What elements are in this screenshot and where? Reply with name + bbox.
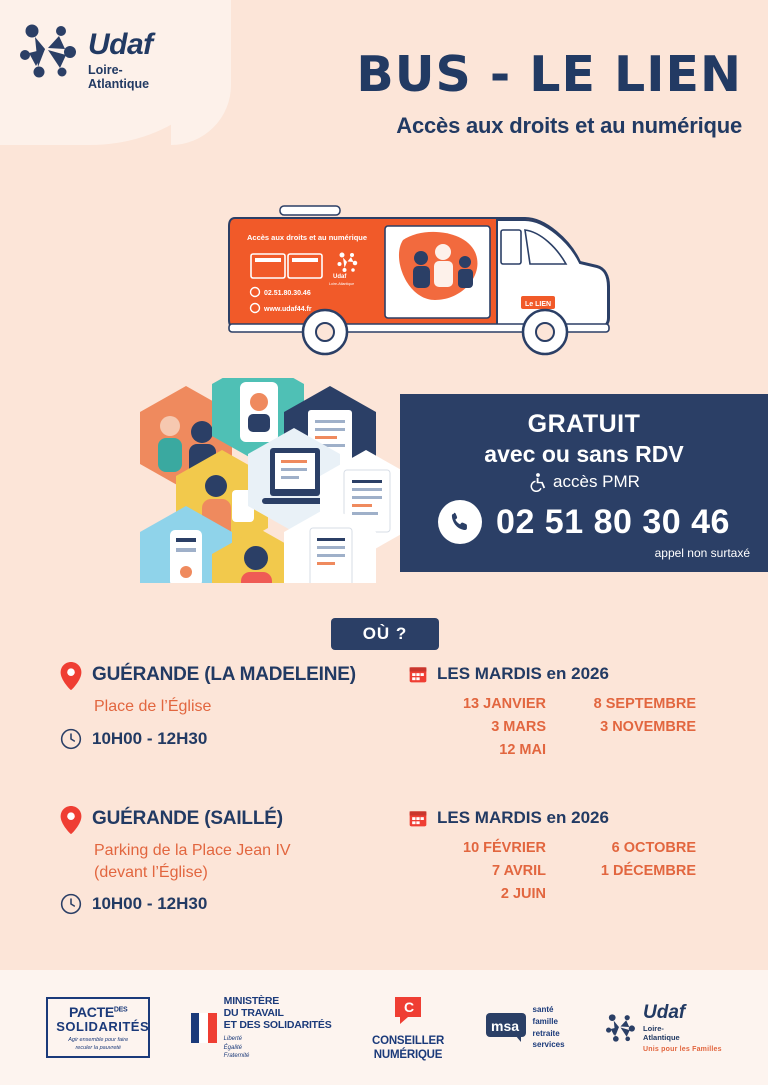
date-item: 3 NOVEMBRE (600, 719, 696, 735)
msa-logo-icon (485, 1011, 527, 1045)
location-hours: 10H00 - 12H30 (92, 894, 208, 914)
conseiller-numerique-logo-icon (391, 993, 425, 1027)
date-item: 2 JUIN (500, 886, 546, 902)
udaf-wordmark: Udaf (88, 28, 153, 61)
location-schedule (408, 806, 720, 915)
partner-conseiller-numerique (372, 993, 444, 1061)
udaf-footer-mark-icon (605, 1013, 637, 1043)
pacte-tagline-1: Agir ensemble pour faire (68, 1037, 129, 1044)
svg-text:msa: msa (490, 1017, 519, 1034)
date-item: 1 DÉCEMBRE (600, 863, 696, 879)
pmr-access (400, 472, 768, 492)
address-line: Parking de la Place Jean IV (94, 842, 291, 859)
partner-msa (485, 1004, 565, 1050)
msa-line1: santé (532, 1005, 554, 1015)
where-badge: OÙ ? (331, 618, 439, 650)
partner-ministere-travail (191, 995, 332, 1059)
pacte-line1 (56, 1004, 140, 1020)
udaf-sub-line1: Loire- (88, 63, 123, 77)
location-name-row (60, 806, 408, 834)
page-subtitle: Accès aux droits et au numérique (396, 113, 742, 138)
location-address (94, 696, 408, 718)
svg-text:Accès aux droits et au numériq: Accès aux droits et au numérique (247, 233, 368, 242)
udaf-footer-wordmark: Udaf (643, 1001, 686, 1023)
udaf-logo (18, 22, 153, 92)
days-label: LES MARDIS en 2026 (437, 664, 609, 683)
location-hours-row (60, 728, 408, 750)
location-hours: 10H00 - 12H30 (92, 728, 208, 748)
collage-icon (140, 378, 440, 583)
location-name-row (60, 662, 408, 690)
pacte-line2: SOLIDARITÉS (56, 1019, 150, 1035)
pacte-tagline (56, 1037, 140, 1051)
udaf-sub-line2: Atlantique (88, 77, 150, 92)
info-panel (400, 394, 768, 572)
msa-services-list (533, 1004, 565, 1050)
udaf-mark-icon (18, 22, 80, 80)
rdv-label: avec ou sans RDV (484, 441, 684, 467)
title-block (222, 46, 742, 139)
date-item: 6 OCTOBRE (611, 840, 696, 856)
ministere-line1: MINISTÈRE (223, 995, 280, 1008)
udaf-footer-subtitle (643, 1024, 722, 1042)
pacte-tagline-2: reculer la pauvreté (75, 1044, 121, 1051)
motto-liberte: Liberté (223, 1036, 243, 1043)
svg-text:www.udaf44.fr: www.udaf44.fr (264, 306, 312, 313)
map-pin-icon (60, 662, 82, 690)
svg-text:Loire-Atlantique: Loire-Atlantique (329, 282, 355, 286)
clock-icon (60, 893, 82, 915)
location-block (60, 806, 720, 915)
phone-number[interactable]: 02 51 80 30 46 (496, 502, 730, 541)
map-pin-icon (60, 806, 82, 834)
pmr-label: accès PMR (553, 472, 640, 491)
partners-footer (0, 970, 768, 1085)
pacte-sup: DES (113, 1006, 128, 1014)
call-cost-note: appel non surtaxé (654, 546, 750, 560)
bus-illustration (225, 200, 625, 375)
dates-column-left (438, 696, 546, 758)
svg-text:Le LIEN: Le LIEN (525, 301, 552, 308)
location-address (94, 840, 408, 883)
republic-motto (224, 1035, 332, 1059)
ministere-line3: ET DES SOLIDARITÉS (223, 1019, 332, 1032)
clock-icon (60, 728, 82, 750)
pacte-word: PACTE (69, 1004, 114, 1021)
location-details (60, 662, 408, 758)
ministere-name (224, 995, 332, 1031)
udaf-logo-subtitle (88, 63, 153, 92)
partner-pacte-solidarites (46, 997, 150, 1057)
date-item: 10 FÉVRIER (463, 840, 546, 856)
dates-grid (438, 840, 720, 902)
bus-graphic-icon (225, 200, 625, 375)
phone-row (400, 500, 768, 544)
location-name: GUÉRANDE (LA MADELEINE) (92, 664, 356, 685)
hexagon-collage-illustration (140, 378, 440, 583)
location-details (60, 806, 408, 915)
page-header (0, 0, 768, 190)
motto-fraternite: Fraternité (223, 1052, 250, 1059)
days-header (408, 664, 720, 684)
svg-text:02.51.80.30.46: 02.51.80.30.46 (264, 290, 311, 297)
msa-line3: retraite (532, 1028, 560, 1038)
svg-text:Udaf: Udaf (333, 274, 347, 280)
dates-column-right (588, 696, 696, 758)
dates-column-right (588, 840, 696, 902)
phone-icon (438, 500, 482, 544)
date-item: 7 AVRIL (492, 863, 546, 879)
page-title: BUS - LE LIEN (356, 46, 742, 103)
address-line: (devant l’Église) (94, 863, 208, 881)
date-item: 3 MARS (491, 719, 546, 735)
calendar-icon (408, 664, 428, 684)
date-item: 13 JANVIER (462, 696, 546, 712)
french-flag-icon (191, 1013, 217, 1043)
calendar-icon (408, 808, 428, 828)
days-header (408, 808, 720, 828)
udaf-footer-sub1: Loire- (643, 1023, 664, 1033)
conseiller-numerique-label (372, 1035, 444, 1061)
wheelchair-icon (528, 472, 548, 492)
date-item: 12 MAI (499, 742, 546, 758)
motto-egalite: Égalité (223, 1044, 243, 1051)
days-label: LES MARDIS en 2026 (437, 808, 609, 827)
cn-line1: CONSEILLER (371, 1035, 445, 1048)
location-name: GUÉRANDE (SAILLÉ) (92, 808, 283, 829)
msa-line2: famille (532, 1016, 558, 1026)
dates-column-left (438, 840, 546, 902)
location-schedule (408, 662, 720, 758)
svg-text:C: C (404, 999, 415, 1016)
cn-line2: NUMÉRIQUE (373, 1048, 443, 1061)
udaf-slogan: Unis pour les Familles (643, 1045, 722, 1053)
partner-udaf (605, 1003, 722, 1053)
dates-grid (438, 696, 720, 758)
date-item: 8 SEPTEMBRE (593, 696, 696, 712)
location-hours-row (60, 893, 408, 915)
address-line: Place de l’Église (94, 698, 212, 715)
ministere-line2: DU TRAVAIL (223, 1007, 284, 1020)
free-label: GRATUIT (527, 410, 641, 438)
udaf-footer-sub2: Atlantique (643, 1032, 680, 1042)
location-block (60, 662, 720, 758)
msa-line4: services (532, 1040, 565, 1050)
